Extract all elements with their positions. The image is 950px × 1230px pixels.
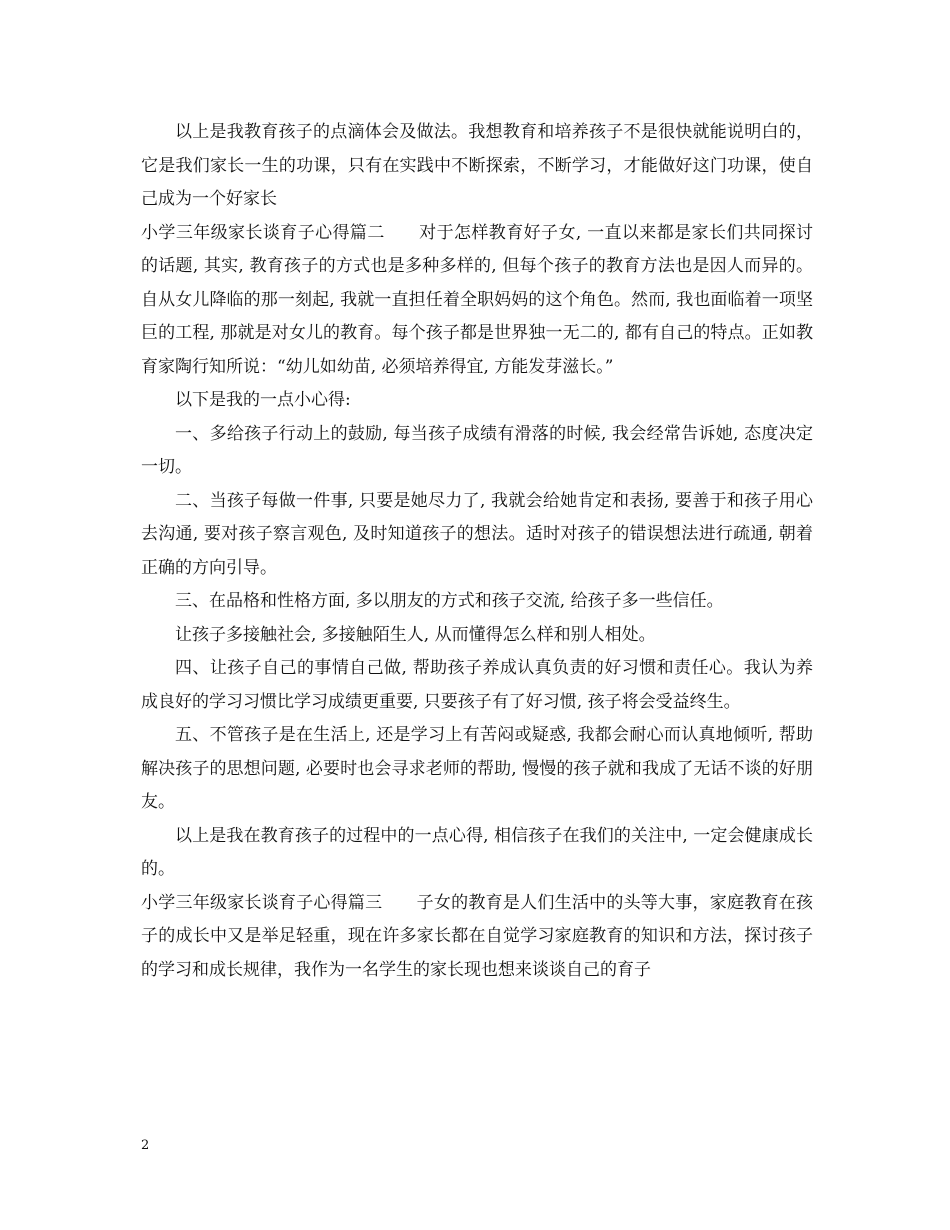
paragraph-part-three-intro <box>141 887 813 988</box>
paragraph-conclusion-part-one: 以上是我教育孩子的点滴体会及做法。我想教育和培养孩子不是很快就能说明白的，它是我们家长一生的功课，只有在实践中不断探索，不断学习，才能做好这门功课，使自己成为一个好家长 <box>141 122 813 209</box>
paragraph-tip-three-continued: 让孩子多接触社会, 多接触陌生人, 从而懂得怎么样和别人相处。 <box>175 624 656 645</box>
paragraph-text: 子女的教育是人们生活中的头等大事，家庭教育在孩子的成长中又是举足轻重，现在许多家长都在自觉学习家庭教育的知识和方法，探讨孩子的学习和成长规律，我作为一名学生的家长现也想来谈谈自己的育子 <box>141 892 813 980</box>
paragraph-tips-intro: 以下是我的一点小心得: <box>175 390 351 410</box>
paragraph-tip-three: 三、在品格和性格方面, 多以朋友的方式和孩子交流, 给孩子多一些信任。 <box>175 591 724 611</box>
paragraph-tip-one: 一、多给孩子行动上的鼓励, 每当孩子成绩有滑落的时候, 我会经常告诉她, 态度决定一切。 <box>141 423 813 477</box>
section-heading-part-three: 小学三年级家长谈育子心得篇三 <box>141 892 383 913</box>
paragraph-tip-two: 二、当孩子每做一件事, 只要是她尽力了, 我就会给她肯定和表扬, 要善于和孩子用心去沟通, 要对孩子察言观色, 及时知道孩子的想法。适时对孩子的错误想法进行疏通, 朝着正确的方向引导。 <box>141 490 813 578</box>
paragraph-text: 对于怎样教育好子女, 一直以来都是家长们共同探讨的话题, 其实, 教育孩子的方式也是多种多样的, 但每个孩子的教育方法也是因人而异的。 自从女儿降临的那一刻起, 我就一直担任着全职妈妈的这个角色。然而, 我也面临着一项坚巨的工程, 那就是对女儿的教育。每个孩子都是世界独一无二的, 都有自己的特点。正如教育家陶行知所说：“幼儿如幼苗, 必须培养得宜, 方能发芽滋长。” <box>141 222 813 377</box>
section-heading-part-two: 小学三年级家长谈育子心得篇二 <box>141 222 385 243</box>
paragraph-conclusion-part-two: 以上是我在教育孩子的过程中的一点心得, 相信孩子在我们的关注中, 一定会健康成长的。 <box>141 825 813 879</box>
paragraph-tip-five: 五、不管孩子是在生活上, 还是学习上有苦闷或疑惑, 我都会耐心而认真地倾听, 帮助解决孩子的思想问题, 必要时也会寻求老师的帮助, 慢慢的孩子就和我成了无话不谈的好朋友。 <box>141 725 813 812</box>
document-body <box>141 116 813 987</box>
paragraph-part-two-intro <box>141 217 813 385</box>
paragraph-tip-four: 四、让孩子自己的事情自己做, 帮助孩子养成认真负责的好习惯和责任心。我认为养成良好的学习习惯比学习成绩更重要, 只要孩子有了好习惯, 孩子将会受益终生。 <box>141 658 813 712</box>
page-number: 2 <box>141 1138 150 1153</box>
